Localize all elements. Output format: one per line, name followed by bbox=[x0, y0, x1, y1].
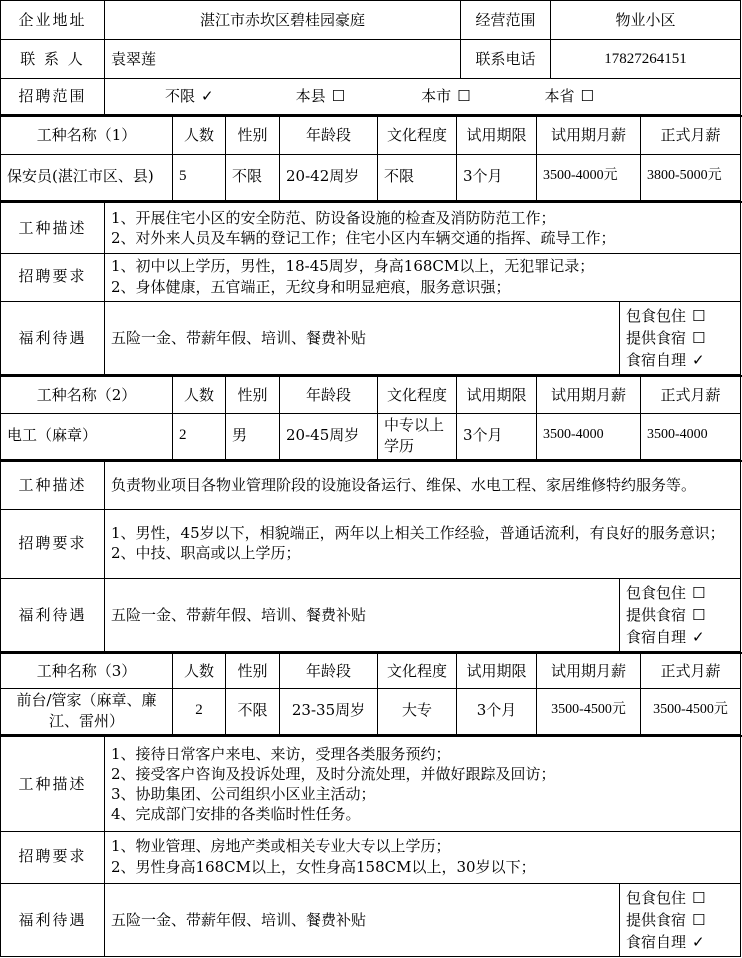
job3-desc-line: 2、接受客户咨询及投诉处理，及时分流处理，并做好跟踪及回访； bbox=[111, 764, 556, 783]
job1-req bbox=[104, 252, 741, 302]
job1-regular-pay: 3800-5000元 bbox=[640, 153, 741, 201]
job1-probation: 3个月 bbox=[456, 153, 536, 201]
job2-count: 2 bbox=[172, 412, 225, 460]
job1-probation-pay: 3500-4000元 bbox=[536, 153, 640, 201]
count-header: 人数 bbox=[172, 654, 225, 689]
job3-desc-label: 工种描述 bbox=[0, 737, 104, 832]
age-header: 年龄段 bbox=[279, 377, 377, 414]
range-options bbox=[104, 79, 741, 115]
regular-pay-header: 正式月薪 bbox=[640, 377, 741, 414]
job3-header-row bbox=[0, 652, 742, 689]
address-value: 湛江市赤坎区碧桂园豪庭 bbox=[104, 0, 460, 40]
job3-data-row bbox=[0, 687, 742, 735]
job3-req-row bbox=[0, 830, 742, 884]
job2-welfare-label: 福利待遇 bbox=[0, 579, 104, 652]
regular-pay-header: 正式月薪 bbox=[640, 117, 741, 155]
gender-header: 性别 bbox=[225, 377, 279, 414]
gender-header: 性别 bbox=[225, 117, 279, 155]
job1-desc-line: 2、对外来人员及车辆的登记工作；住宅小区内车辆交通的指挥、疏导工作； bbox=[111, 229, 616, 247]
job3-probation: 3个月 bbox=[456, 687, 536, 735]
job3-welfare: 五险一金、带薪年假、培训、餐费补贴 bbox=[104, 884, 619, 957]
job2-welfare: 五险一金、带薪年假、培训、餐费补贴 bbox=[104, 579, 619, 652]
job1-desc-line: 1、开展住宅小区的安全防范、防设备设施的检查及消防防范工作； bbox=[111, 208, 556, 227]
job3-probation-pay: 3500-4500元 bbox=[536, 687, 640, 735]
job3-desc-line: 1、接待日常客户来电、来访，受理各类服务预约； bbox=[111, 744, 451, 763]
job2-probation-pay: 3500-4000 bbox=[536, 412, 640, 460]
phone-label: 联系电话 bbox=[460, 40, 550, 79]
job2-req-row bbox=[0, 508, 742, 579]
job2-education: 中专以上学历 bbox=[377, 412, 456, 460]
benefit-option[interactable]: 提供食宿 ☐ bbox=[626, 328, 706, 347]
job3-req-line: 1、物业管理、房地产类或相关专业大专以上学历； bbox=[111, 837, 451, 856]
probation-pay-header: 试用期月薪 bbox=[536, 377, 640, 414]
job3-welfare-row bbox=[0, 884, 742, 957]
job2-age: 20-45周岁 bbox=[279, 412, 377, 460]
job2-req-line: 2、中技、职高或以上学历； bbox=[111, 544, 301, 562]
job3-desc-line: 3、协助集团、公司组织小区业主活动； bbox=[111, 785, 376, 803]
scope-value: 物业小区 bbox=[550, 0, 741, 40]
job3-gender: 不限 bbox=[225, 687, 279, 735]
job3-count: 2 bbox=[172, 687, 225, 735]
job1-req-line: 1、初中以上学历，男性，18-45周岁，身高168CM以上，无犯罪记录； bbox=[111, 257, 595, 276]
address-row bbox=[0, 0, 742, 40]
job2-desc-row bbox=[0, 460, 742, 510]
benefit-option[interactable]: 提供食宿 ☐ bbox=[626, 605, 706, 624]
job2-probation: 3个月 bbox=[456, 412, 536, 460]
job1-title-header: 工种名称（1） bbox=[0, 117, 172, 155]
job1-education: 不限 bbox=[377, 153, 456, 201]
job2-benefits bbox=[619, 579, 741, 652]
scope-label: 经营范围 bbox=[460, 0, 550, 40]
probation-header: 试用期限 bbox=[456, 377, 536, 414]
regular-pay-header: 正式月薪 bbox=[640, 654, 741, 689]
phone-value: 17827264151 bbox=[550, 40, 741, 79]
job3-req bbox=[104, 830, 741, 884]
benefit-option[interactable]: 包食包住 ☐ bbox=[626, 583, 706, 602]
benefit-option[interactable]: 食宿自理 ✓ bbox=[626, 933, 705, 952]
probation-pay-header: 试用期月薪 bbox=[536, 117, 640, 155]
job2-header-row bbox=[0, 375, 742, 414]
range-option-county[interactable]: 本县 ☐ bbox=[295, 87, 346, 106]
gender-header: 性别 bbox=[225, 654, 279, 689]
job2-desc-label: 工种描述 bbox=[0, 462, 104, 510]
education-header: 文化程度 bbox=[377, 377, 456, 414]
job3-education: 大专 bbox=[377, 687, 456, 735]
probation-header: 试用期限 bbox=[456, 117, 536, 155]
job1-req-line: 2、身体健康，五官端正，无纹身和明显疤痕，服务意识强； bbox=[111, 277, 511, 296]
job3-desc-row bbox=[0, 735, 742, 832]
job2-gender: 男 bbox=[225, 412, 279, 460]
job2-name: 电工（麻章） bbox=[0, 412, 172, 460]
job2-req-label: 招聘要求 bbox=[0, 508, 104, 579]
job3-age: 23-35周岁 bbox=[279, 687, 377, 735]
job1-req-label: 招聘要求 bbox=[0, 252, 104, 302]
contact-row bbox=[0, 40, 742, 79]
contact-label: 联 系 人 bbox=[0, 40, 104, 79]
job3-req-label: 招聘要求 bbox=[0, 830, 104, 884]
job1-data-row bbox=[0, 153, 742, 201]
contact-value: 袁翠莲 bbox=[104, 40, 460, 79]
count-header: 人数 bbox=[172, 117, 225, 155]
age-header: 年龄段 bbox=[279, 654, 377, 689]
range-option-unlimited[interactable]: 不限 ✓ bbox=[165, 87, 214, 106]
job3-regular-pay: 3500-4500元 bbox=[640, 687, 741, 735]
job1-age: 20-42周岁 bbox=[279, 153, 377, 201]
benefit-option[interactable]: 食宿自理 ✓ bbox=[626, 628, 705, 647]
job1-welfare-row bbox=[0, 302, 742, 375]
job2-req bbox=[104, 508, 741, 579]
benefit-option[interactable]: 食宿自理 ✓ bbox=[626, 351, 705, 370]
job3-benefits bbox=[619, 884, 741, 957]
range-row bbox=[0, 79, 742, 115]
job2-desc bbox=[104, 462, 741, 510]
job2-regular-pay: 3500-4000 bbox=[640, 412, 741, 460]
age-header: 年龄段 bbox=[279, 117, 377, 155]
job3-name: 前台/管家（麻章、廉江、雷州） bbox=[0, 687, 172, 735]
probation-pay-header: 试用期月薪 bbox=[536, 654, 640, 689]
job1-benefits bbox=[619, 302, 741, 375]
range-option-province[interactable]: 本省 ☐ bbox=[544, 87, 594, 106]
job2-title-header: 工种名称（2） bbox=[0, 377, 172, 414]
job1-welfare: 五险一金、带薪年假、培训、餐费补贴 bbox=[104, 302, 619, 375]
job1-count: 5 bbox=[172, 153, 225, 201]
address-label: 企业地址 bbox=[0, 0, 104, 40]
count-header: 人数 bbox=[172, 377, 225, 414]
job1-desc bbox=[104, 203, 741, 254]
benefit-option[interactable]: 包食包住 ☐ bbox=[626, 306, 706, 325]
range-option-city[interactable]: 本市 ☐ bbox=[421, 87, 471, 106]
job2-req-line: 1、男性，45岁以下，相貌端正，两年以上相关工作经验，普通话流利，有良好的服务意识； bbox=[111, 523, 725, 542]
job3-desc-line: 4、完成部门安排的各类临时性任务。 bbox=[111, 805, 361, 824]
job3-title-header: 工种名称（3） bbox=[0, 654, 172, 689]
education-header: 文化程度 bbox=[377, 654, 456, 689]
job2-desc-line: 负责物业项目各物业管理阶段的设施设备运行、维保、水电工程、家居维修特约服务等。 bbox=[111, 476, 697, 495]
probation-header: 试用期限 bbox=[456, 654, 536, 689]
job1-gender: 不限 bbox=[225, 153, 279, 201]
job3-desc bbox=[104, 737, 741, 832]
job1-header-row bbox=[0, 115, 742, 155]
job1-req-row bbox=[0, 252, 742, 302]
job2-data-row bbox=[0, 412, 742, 460]
job1-desc-label: 工种描述 bbox=[0, 203, 104, 254]
benefit-option[interactable]: 提供食宿 ☐ bbox=[626, 910, 706, 929]
job1-desc-row bbox=[0, 201, 742, 254]
job1-name: 保安员(湛江市区、县) bbox=[0, 153, 172, 201]
benefit-option[interactable]: 包食包住 ☐ bbox=[626, 888, 706, 907]
education-header: 文化程度 bbox=[377, 117, 456, 155]
job3-welfare-label: 福利待遇 bbox=[0, 884, 104, 957]
job3-req-line: 2、男性身高168CM以上，女性身高158CM以上，30岁以下； bbox=[111, 857, 536, 876]
job2-welfare-row bbox=[0, 579, 742, 652]
range-label: 招聘范围 bbox=[0, 79, 104, 115]
job1-welfare-label: 福利待遇 bbox=[0, 302, 104, 375]
